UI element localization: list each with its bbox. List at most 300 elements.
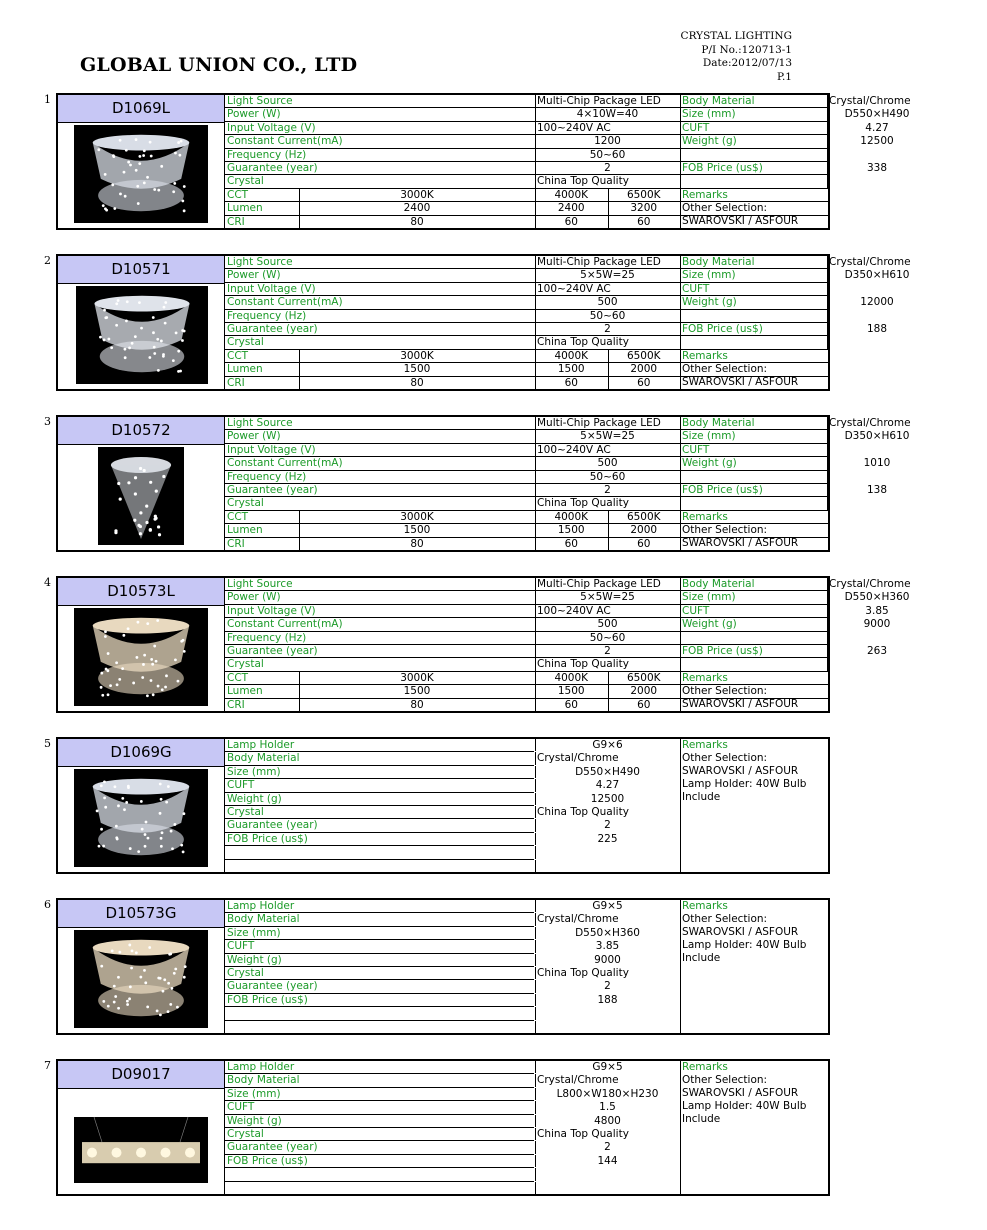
cct-label: CCT — [227, 188, 249, 201]
guarantee-label: Guarantee (year) — [227, 980, 318, 993]
weight-label: Weight (g) — [227, 953, 282, 966]
weight-value: 12000 — [860, 296, 894, 309]
light-source-value: Multi-Chip Package LED — [537, 578, 661, 590]
item-number: 5 — [44, 737, 51, 750]
lumen-value: 1500 — [557, 524, 585, 537]
power-value: 5×5W=25 — [580, 591, 635, 604]
body-material-label: Body Material — [682, 95, 755, 107]
spec-row — [225, 1168, 534, 1181]
guarantee-label: Guarantee (year) — [227, 323, 318, 335]
size-value: D350×H610 — [844, 269, 910, 282]
guarantee-value: 2 — [604, 1141, 611, 1154]
crystal-value: China Top Quality — [537, 497, 629, 510]
remarks-label: Remarks — [682, 510, 728, 523]
power-label: Power (W) — [227, 108, 281, 121]
crystal-value: China Top Quality — [537, 1128, 629, 1140]
input-voltage-label: Input Voltage (V) — [227, 121, 316, 134]
product-left — [58, 1061, 224, 1194]
light-source-label: Light Source — [227, 578, 293, 590]
light-source-value: Multi-Chip Package LED — [537, 95, 661, 107]
lumen-value: 1500 — [403, 524, 431, 537]
crystal-label: Crystal — [227, 336, 264, 349]
light-source-label: Light Source — [227, 417, 293, 429]
remarks-selection: Other Selection: SWAROVSKI / ASFOUR — [682, 523, 799, 549]
body-material-label: Body Material — [682, 256, 755, 268]
cuft-label: CUFT — [682, 604, 710, 617]
spec-row — [225, 1087, 659, 1101]
crystal-value: China Top Quality — [537, 658, 629, 671]
lumen-label: Lumen — [227, 363, 263, 376]
size-label: Size (mm) — [682, 269, 736, 282]
product-photo — [74, 769, 208, 867]
frequency-label: Frequency (Hz) — [227, 309, 307, 322]
power-label: Power (W) — [227, 430, 281, 443]
lamp-holder-value: G9×6 — [592, 739, 623, 751]
spec-row — [225, 846, 534, 859]
product-block — [56, 1059, 830, 1196]
lumen-value: 2000 — [630, 363, 658, 376]
spec-row — [225, 444, 828, 457]
size-label: Size (mm) — [227, 765, 281, 778]
body-material-value: Crystal/Chrome — [829, 578, 911, 590]
power-value: 5×5W=25 — [580, 430, 635, 443]
cri-value: 60 — [637, 537, 651, 550]
lumen-value: 2000 — [630, 524, 658, 537]
weight-value: 12500 — [860, 135, 894, 148]
spec-row — [225, 283, 828, 296]
spec-row — [225, 860, 534, 873]
product-left — [58, 95, 224, 228]
constant-current-value: 1200 — [594, 135, 621, 148]
spec-row — [225, 269, 910, 282]
power-value: 4×10W=40 — [576, 108, 639, 121]
chandelier-image — [74, 608, 208, 706]
cuft-label: CUFT — [227, 1101, 255, 1114]
cct-label: CCT — [227, 349, 249, 362]
spec-row — [225, 1182, 534, 1195]
fob-price-value: 138 — [866, 484, 888, 496]
body-material-label: Body Material — [682, 417, 755, 429]
frequency-value: 50~60 — [589, 631, 626, 644]
spec-row — [225, 765, 640, 779]
lumen-value: 1500 — [403, 363, 431, 376]
fob-price-value: 225 — [597, 832, 618, 845]
product-left — [58, 900, 224, 1033]
cct-value: 6500K — [626, 671, 661, 684]
lumen-value: 2400 — [403, 202, 431, 215]
cct-value: 6500K — [626, 510, 661, 523]
cri-label: CRI — [227, 215, 245, 228]
cuft-value: 4.27 — [595, 779, 620, 792]
spec-table — [224, 739, 828, 872]
spec-row — [225, 739, 623, 752]
spec-row — [225, 792, 625, 806]
size-value: D550×H360 — [575, 926, 640, 939]
spec-row — [225, 1074, 619, 1087]
spec-row — [225, 256, 911, 269]
spec-row — [225, 967, 629, 980]
cct-value: 3000K — [400, 671, 434, 684]
chandelier-image — [98, 447, 184, 545]
spec-row — [225, 149, 828, 162]
light-source-label: Light Source — [227, 95, 293, 107]
spec-row — [225, 806, 629, 819]
body-material-value: Crystal/Chrome — [537, 752, 619, 765]
light-source-value: Multi-Chip Package LED — [537, 256, 661, 268]
weight-label: Weight (g) — [227, 792, 282, 805]
spec-row — [225, 1007, 534, 1020]
spec-row — [225, 752, 619, 765]
remarks-selection: Other Selection: SWAROVSKI / ASFOUR — [682, 362, 799, 388]
spec-row — [225, 578, 911, 591]
remarks-selection: Other Selection: SWAROVSKI / ASFOUR — [682, 752, 799, 777]
lamp-holder-value: G9×5 — [592, 900, 623, 912]
cct-value: 4000K — [554, 671, 589, 684]
spec-row — [225, 632, 828, 645]
spec-row — [225, 162, 888, 175]
cuft-value — [827, 444, 927, 456]
weight-value: 1010 — [863, 457, 891, 470]
page-number: P.1 — [777, 70, 792, 83]
spec-row — [225, 900, 623, 913]
input-voltage-label: Input Voltage (V) — [227, 282, 316, 295]
fob-price-value: 188 — [866, 323, 888, 335]
fob-price-label: FOB Price (us$) — [682, 645, 763, 657]
product-photo — [76, 286, 208, 384]
remarks-label: Remarks — [682, 739, 728, 751]
cri-label: CRI — [227, 698, 245, 711]
size-label: Size (mm) — [682, 591, 736, 604]
constant-current-label: Constant Current(mA) — [227, 457, 343, 470]
spec-table — [224, 900, 828, 1033]
lumen-label: Lumen — [227, 202, 263, 215]
product-code: D10571 — [58, 256, 224, 284]
lumen-label: Lumen — [227, 685, 263, 698]
cri-value: 60 — [637, 698, 651, 711]
spec-row — [225, 310, 828, 323]
crystal-label: Crystal — [227, 497, 264, 510]
crystal-value: China Top Quality — [537, 175, 629, 188]
crystal-value: China Top Quality — [537, 336, 629, 349]
remarks-label: Remarks — [682, 671, 728, 684]
frequency-value: 50~60 — [589, 309, 626, 322]
product-block — [56, 576, 911, 713]
fob-price-value: 188 — [597, 993, 618, 1006]
body-material-value: Crystal/Chrome — [829, 417, 911, 429]
input-voltage-value: 100~240V AC — [537, 121, 611, 134]
spec-row — [225, 1154, 618, 1168]
product-block — [56, 254, 911, 391]
crystal-label: Crystal — [227, 967, 264, 979]
frequency-label: Frequency (Hz) — [227, 470, 307, 483]
frequency-label: Frequency (Hz) — [227, 148, 307, 161]
body-material-value: Crystal/Chrome — [829, 256, 911, 268]
product-block — [56, 415, 911, 552]
lamp-holder-label: Lamp Holder — [227, 1061, 295, 1073]
cuft-value: 3.85 — [865, 604, 889, 617]
weight-label: Weight (g) — [227, 1114, 282, 1127]
spec-row — [225, 953, 621, 967]
cri-value: 60 — [564, 698, 578, 711]
lamp-holder-label: Lamp Holder — [227, 739, 295, 751]
remarks — [682, 511, 828, 550]
lamp-holder-label: Lamp Holder — [227, 900, 295, 912]
cct-value: 4000K — [554, 510, 589, 523]
remarks-selection: Other Selection: SWAROVSKI / ASFOUR — [682, 913, 799, 938]
cct-value: 6500K — [626, 349, 661, 362]
chandelier-image — [76, 286, 208, 384]
constant-current-value: 500 — [597, 296, 618, 309]
remarks-selection: Other Selection: SWAROVSKI / ASFOUR — [682, 1074, 799, 1099]
spec-row — [225, 175, 828, 188]
cuft-label: CUFT — [227, 940, 255, 953]
size-label: Size (mm) — [227, 1087, 281, 1100]
spec-row — [225, 417, 911, 430]
weight-value: 4800 — [594, 1114, 621, 1127]
cuft-value: 1.5 — [599, 1101, 616, 1114]
cct-value: 4000K — [554, 188, 589, 201]
spec-row — [225, 993, 618, 1007]
spec-row — [225, 430, 910, 443]
item-number: 6 — [44, 898, 51, 911]
product-left — [58, 417, 224, 550]
guarantee-label: Guarantee (year) — [227, 819, 318, 832]
crystal-value: China Top Quality — [537, 806, 629, 818]
product-photo — [74, 930, 208, 1028]
constant-current-label: Constant Current(mA) — [227, 618, 343, 631]
fob-price-label: FOB Price (us$) — [682, 484, 763, 496]
fob-price-label: FOB Price (us$) — [682, 323, 763, 335]
remarks — [682, 739, 828, 804]
cct-value: 4000K — [554, 349, 589, 362]
cuft-label: CUFT — [682, 121, 710, 134]
lumen-value: 1500 — [403, 685, 431, 698]
weight-label: Weight (g) — [682, 135, 737, 148]
size-label: Size (mm) — [682, 108, 736, 121]
spec-row — [225, 618, 891, 631]
product-photo — [74, 1117, 208, 1183]
constant-current-value: 500 — [597, 618, 618, 631]
input-voltage-value: 100~240V AC — [537, 282, 611, 295]
product-code: D1069G — [58, 739, 224, 767]
fob-price-label: FOB Price (us$) — [227, 1154, 308, 1167]
guarantee-label: Guarantee (year) — [227, 484, 318, 496]
cuft-label: CUFT — [227, 779, 255, 792]
product-block — [56, 93, 911, 230]
cri-value: 60 — [637, 376, 651, 389]
chandelier-image — [74, 930, 208, 1028]
spec-row — [225, 940, 620, 953]
remarks — [682, 900, 828, 965]
spec-table — [224, 578, 911, 711]
fob-price-label: FOB Price (us$) — [227, 832, 308, 845]
spec-row — [225, 457, 891, 470]
spec-row — [225, 497, 828, 510]
spec-row — [225, 336, 828, 349]
chandelier-image — [74, 125, 208, 223]
spec-row — [225, 819, 611, 832]
spec-row — [225, 1101, 616, 1114]
weight-value: 12500 — [590, 792, 625, 805]
lumen-value: 1500 — [557, 363, 585, 376]
spec-row — [225, 1114, 621, 1128]
guarantee-label: Guarantee (year) — [227, 162, 318, 174]
spec-row — [225, 1128, 629, 1141]
crystal-label: Crystal — [227, 806, 264, 818]
lumen-value: 2000 — [630, 685, 658, 698]
product-left — [58, 739, 224, 872]
input-voltage-label: Input Voltage (V) — [227, 604, 316, 617]
cri-value: 60 — [564, 537, 578, 550]
item-number: 3 — [44, 415, 51, 428]
product-photo — [98, 447, 184, 545]
spec-row — [225, 591, 910, 604]
spec-row — [225, 484, 888, 497]
guarantee-label: Guarantee (year) — [227, 645, 318, 657]
remarks-label: Remarks — [682, 1061, 728, 1073]
body-material-value: Crystal/Chrome — [829, 95, 911, 107]
chandelier-image — [74, 769, 208, 867]
crystal-label: Crystal — [227, 175, 264, 188]
spec-table — [224, 95, 911, 228]
cri-value: 80 — [410, 537, 424, 550]
remarks-lamp-holder: Lamp Holder: 40W Bulb Include — [682, 1100, 807, 1125]
remarks — [682, 350, 828, 389]
guarantee-value: 2 — [604, 819, 611, 832]
spec-row — [225, 1061, 623, 1074]
crystal-label: Crystal — [227, 1128, 264, 1140]
weight-label: Weight (g) — [682, 296, 737, 309]
spec-row — [225, 980, 611, 993]
fob-price-value: 338 — [866, 162, 888, 174]
cuft-label: CUFT — [682, 443, 710, 456]
cuft-label: CUFT — [682, 282, 710, 295]
fob-price-label: FOB Price (us$) — [227, 993, 308, 1006]
document-date: Date:2012/07/13 — [702, 57, 792, 69]
spec-row — [225, 121, 889, 135]
spec-row — [225, 832, 618, 846]
fob-price-label: FOB Price (us$) — [682, 162, 763, 174]
lumen-value: 3200 — [630, 202, 658, 215]
size-label: Size (mm) — [682, 430, 736, 443]
weight-value: 9000 — [863, 618, 891, 631]
spec-row — [225, 658, 828, 671]
product-code: D10573G — [58, 900, 224, 928]
size-value: D350×H610 — [844, 430, 910, 443]
item-number: 2 — [44, 254, 51, 267]
body-material-label: Body Material — [227, 752, 300, 765]
cri-value: 60 — [564, 215, 578, 228]
weight-value: 9000 — [594, 953, 621, 966]
remarks-label: Remarks — [682, 900, 728, 912]
remarks-selection: Other Selection: SWAROVSKI / ASFOUR — [682, 201, 799, 227]
cri-label: CRI — [227, 537, 245, 550]
frequency-value: 50~60 — [589, 470, 626, 483]
fob-price-value: 263 — [866, 645, 888, 657]
guarantee-value: 2 — [604, 323, 611, 335]
spec-table — [224, 1061, 828, 1194]
spec-row — [225, 913, 619, 926]
item-number: 4 — [44, 576, 51, 589]
spec-row — [225, 926, 640, 940]
crystal-label: Crystal — [227, 658, 264, 671]
spec-row — [225, 108, 910, 121]
guarantee-value: 2 — [604, 484, 611, 496]
product-photo — [74, 608, 208, 706]
cct-value: 3000K — [400, 188, 434, 201]
remarks — [682, 1061, 828, 1126]
constant-current-value: 500 — [597, 457, 618, 470]
guarantee-label: Guarantee (year) — [227, 1141, 318, 1154]
lumen-value: 1500 — [557, 685, 585, 698]
power-label: Power (W) — [227, 269, 281, 282]
product-code: D09017 — [58, 1061, 224, 1089]
cct-value: 3000K — [400, 349, 434, 362]
cuft-value: 4.27 — [865, 121, 889, 134]
cct-value: 6500K — [626, 188, 661, 201]
guarantee-value: 2 — [604, 980, 611, 993]
lamp-holder-value: G9×5 — [592, 1061, 623, 1073]
lumen-value: 2400 — [557, 202, 585, 215]
crystal-value: China Top Quality — [537, 967, 629, 979]
weight-label: Weight (g) — [682, 618, 737, 631]
spec-row — [225, 135, 894, 148]
constant-current-label: Constant Current(mA) — [227, 296, 343, 309]
item-number: 1 — [44, 93, 51, 106]
size-label: Size (mm) — [227, 926, 281, 939]
guarantee-value: 2 — [604, 645, 611, 657]
spec-table — [224, 417, 911, 550]
size-value: D550×H360 — [844, 591, 910, 604]
spec-table — [224, 256, 911, 389]
frequency-label: Frequency (Hz) — [227, 631, 307, 644]
body-material-label: Body Material — [227, 1074, 300, 1087]
spec-row — [225, 296, 894, 309]
cri-value: 60 — [564, 376, 578, 389]
spec-row — [225, 779, 620, 792]
cri-value: 60 — [637, 215, 651, 228]
guarantee-value: 2 — [604, 162, 611, 174]
product-block — [56, 898, 830, 1035]
product-left — [58, 578, 224, 711]
power-value: 5×5W=25 — [580, 269, 635, 282]
constant-current-label: Constant Current(mA) — [227, 135, 343, 148]
product-code: D10573L — [58, 578, 224, 606]
light-source-value: Multi-Chip Package LED — [537, 417, 661, 429]
input-voltage-value: 100~240V AC — [537, 443, 611, 456]
cuft-value: 3.85 — [595, 940, 620, 953]
spec-row — [225, 645, 888, 658]
spec-row — [225, 471, 828, 484]
chandelier-image — [74, 1117, 208, 1183]
spec-row — [225, 604, 889, 618]
fob-price-value: 144 — [597, 1154, 618, 1167]
remarks-lamp-holder: Lamp Holder: 40W Bulb Include — [682, 939, 807, 964]
product-code: D10572 — [58, 417, 224, 445]
spec-row — [225, 1141, 611, 1154]
product-photo — [74, 125, 208, 223]
size-value: L800×W180×H230 — [556, 1087, 659, 1100]
input-voltage-label: Input Voltage (V) — [227, 443, 316, 456]
cct-label: CCT — [227, 510, 249, 523]
size-value: D550×H490 — [575, 765, 640, 778]
remarks-selection: Other Selection: SWAROVSKI / ASFOUR — [682, 684, 799, 710]
remarks — [682, 189, 828, 228]
item-number: 7 — [44, 1059, 51, 1072]
cri-value: 80 — [410, 376, 424, 389]
power-label: Power (W) — [227, 591, 281, 604]
remarks-label: Remarks — [682, 349, 728, 362]
